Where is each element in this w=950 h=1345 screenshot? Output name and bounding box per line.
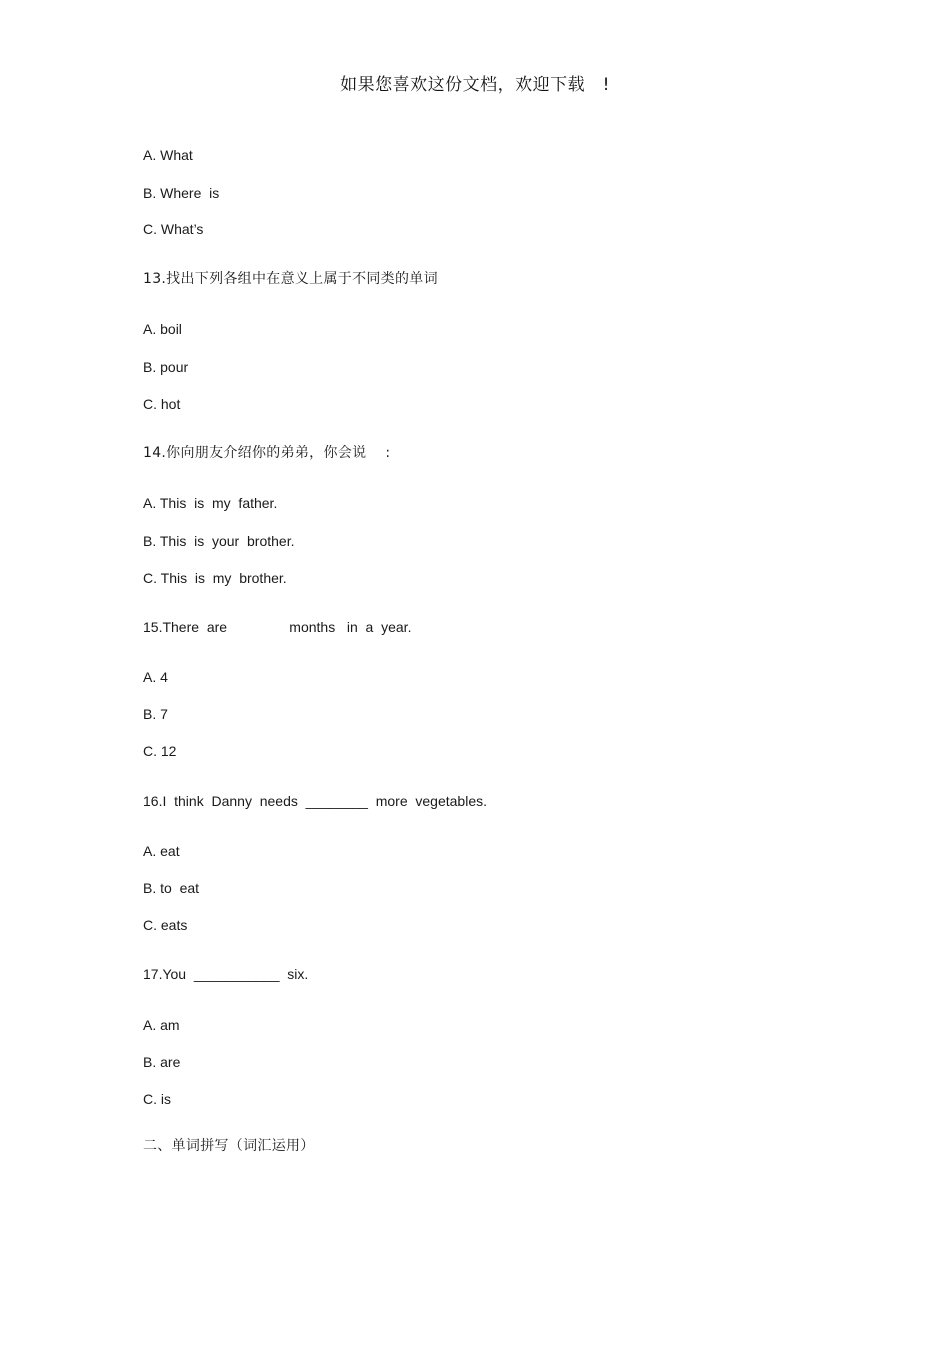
- page-header: 如果您喜欢这份文档，欢迎下载 !: [340, 75, 610, 95]
- option-a-what: A. What: [143, 147, 193, 163]
- q13-option-a: A. boil: [143, 321, 182, 337]
- question-13: 13.找出下列各组中在意义上属于不同类的单词: [143, 271, 438, 287]
- option-b-where-is: B. Where is: [143, 185, 220, 201]
- q13-option-b: B. pour: [143, 359, 189, 375]
- q14-option-a: A. This is my father.: [143, 495, 278, 511]
- q16-option-c: C. eats: [143, 917, 188, 933]
- q13-option-c: C. hot: [143, 396, 181, 412]
- question-14: 14.你向朋友介绍你的弟弟，你会说 :: [143, 445, 391, 461]
- q15-option-c: C. 12: [143, 743, 177, 759]
- question-15: 15.There are months in a year.: [143, 619, 412, 635]
- question-17: 17.You ___________ six.: [143, 966, 309, 982]
- q16-option-a: A. eat: [143, 843, 180, 859]
- q15-option-b: B. 7: [143, 706, 168, 722]
- option-c-whats: C. What’s: [143, 221, 204, 237]
- q17-option-a: A. am: [143, 1017, 180, 1033]
- section-heading-spelling: 二、单词拼写（词汇运用）: [143, 1138, 315, 1154]
- q17-option-b: B. are: [143, 1054, 181, 1070]
- q16-option-b: B. to eat: [143, 880, 200, 896]
- q15-option-a: A. 4: [143, 669, 168, 685]
- q14-option-c: C. This is my brother.: [143, 570, 287, 586]
- question-16: 16.I think Danny needs ________ more vegetables.: [143, 793, 488, 809]
- q14-option-b: B. This is your brother.: [143, 533, 295, 549]
- q17-option-c: C. is: [143, 1091, 171, 1107]
